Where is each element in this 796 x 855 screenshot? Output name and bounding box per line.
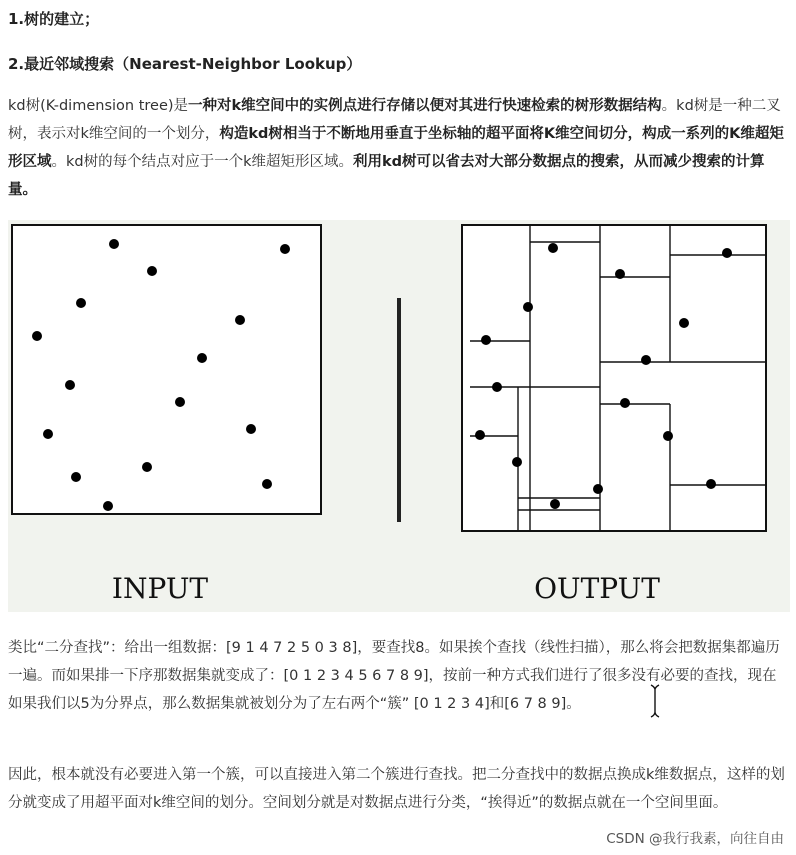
intro-text-3: 。kd树的每个结点对应于一个k维超矩形区域。 [51, 154, 353, 170]
intro-bold-2: 构造kd树相当于不断地用垂直于坐标轴的超平面将K维空间切分，构成一系列的K维超矩形区域 [8, 126, 784, 170]
input-point-14 [103, 501, 113, 511]
intro-paragraph [8, 92, 790, 204]
input-point-5 [32, 331, 42, 341]
output-point-8 [620, 398, 630, 408]
heading-tree-construction: 1.树的建立； [8, 10, 100, 28]
output-point-9 [475, 430, 485, 440]
output-point-13 [593, 484, 603, 494]
intro-bold-1: 一种对k维空间中的实例点进行存储以便对其进行快速检索的树形数据结构 [188, 98, 662, 114]
input-point-9 [246, 424, 256, 434]
output-point-2 [722, 248, 732, 258]
input-point-8 [175, 397, 185, 407]
input-point-3 [76, 298, 86, 308]
output-point-10 [663, 431, 673, 441]
intro-bold-3: 利用kd树可以省去对大部分数据点的搜索，从而减少搜索的计算量。 [8, 154, 765, 198]
output-point-11 [512, 457, 522, 467]
heading-nearest-neighbor: 2.最近邻域搜索（Nearest-Neighbor Lookup） [8, 55, 362, 73]
input-point-1 [147, 266, 157, 276]
csdn-watermark: CSDN @我行我素，向往自由 [606, 831, 784, 847]
output-point-6 [641, 355, 651, 365]
input-point-2 [280, 244, 290, 254]
output-point-12 [706, 479, 716, 489]
input-point-6 [197, 353, 207, 363]
output-label: OUTPUT [534, 572, 660, 605]
intro-text-1: kd树(K-dimension tree)是 [8, 98, 189, 114]
input-point-10 [43, 429, 53, 439]
output-point-14 [550, 499, 560, 509]
input-point-13 [262, 479, 272, 489]
output-point-5 [481, 335, 491, 345]
output-point-3 [523, 302, 533, 312]
input-point-4 [235, 315, 245, 325]
input-box [12, 225, 321, 514]
input-point-12 [71, 472, 81, 482]
space-partition-paragraph: 因此，根本就没有必要进入第一个簇，可以直接进入第二个簇进行查找。把二分查找中的数据点换成k维数据点，这样的划分就变成了用超平面对k维空间的划分。空间划分就是对数据点进行分类，“挨得近”的数据点就在一个空间里面。 [8, 767, 785, 811]
output-point-4 [679, 318, 689, 328]
text-cursor-icon [650, 684, 660, 718]
output-point-0 [548, 243, 558, 253]
output-point-1 [615, 269, 625, 279]
input-point-7 [65, 380, 75, 390]
output-point-7 [492, 382, 502, 392]
input-label: INPUT [111, 572, 209, 605]
input-point-11 [142, 462, 152, 472]
kd-tree-figure [8, 220, 790, 612]
kd-tree-diagram [8, 220, 790, 612]
binary-search-paragraph: 类比“二分查找”：给出一组数据：[9 1 4 7 2 5 0 3 8]，要查找8。如果挨个查找（线性扫描），那么将会把数据集都遍历一遍。而如果排一下序那数据集就变成了：[0 1 2 3 4 5 6 7 8 9]，按前一种方式我们进行了很多没有必要的查找，现在如果我们以5为分界点，那么数据集就被划分为了左右两个“簇” [0 1 2 3 4]和[6 7 8 9]。 [8, 640, 780, 712]
intro-text-2: 。kd树是一种二叉树，表示对k维空间的一个划分， [8, 98, 781, 142]
input-point-0 [109, 239, 119, 249]
